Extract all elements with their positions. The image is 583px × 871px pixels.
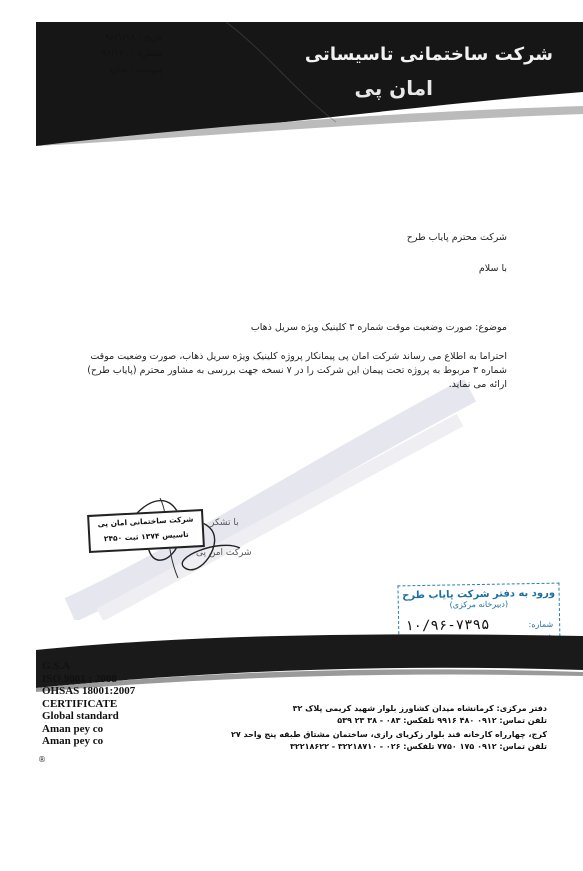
stamp-line: تاسیس ۱۳۷۴ ثبت ۲۴۵۰	[103, 529, 189, 544]
branch-phone: تلفن تماس: ۰۹۱۲ ۱۷۵ ۷۷۵۰ تلفکس: ۰۲۶ - ۳۲۲۱۸۷۱۰ - ۳۲۲۱۸۶۲۲	[289, 742, 547, 751]
closing-thanks: با تشکر	[210, 518, 239, 528]
letter-body	[67, 350, 507, 392]
letter-attachment: پیوست : ندارد	[108, 65, 162, 75]
letter-meta	[38, 30, 166, 82]
received-number-label: شماره:	[528, 619, 554, 630]
recipient: شرکت محترم پایاب طرح	[406, 232, 507, 243]
signature-company: شرکت امن پی	[196, 548, 252, 558]
received-number: ۱۰/۹۶-۷۳۹۵	[405, 616, 490, 635]
company-logo: امان پی	[354, 76, 433, 100]
cert-line: Global standard	[42, 710, 119, 722]
cert-line: Aman pey co	[42, 735, 104, 747]
cert-line: Aman pey co	[42, 722, 104, 735]
cert-line: OHSAS 18001:2007	[42, 685, 136, 697]
letter-subject: موضوع: صورت وضعیت موقت شماره ۳ کلینیک ویژه سریل ذهاب	[250, 322, 507, 333]
body-line: ارائه می نماید.	[448, 379, 507, 390]
received-stamp-subtitle: (دبیرخانه مرکزی)	[449, 599, 509, 610]
cert-line: ISO 9001 : 2008	[42, 672, 117, 685]
stamp-line: شرکت ساختمانی امان پی	[97, 514, 194, 529]
registered-mark-icon: ®	[38, 755, 46, 764]
greeting: با سلام	[478, 263, 507, 274]
cert-line: G.S.A	[42, 660, 71, 672]
company-stamp	[87, 509, 205, 553]
company-name: شرکت ساختمانی تاسیساتی	[304, 44, 553, 65]
branch-address: کرج، چهارراه کارخانه قند بلوار زکریای رازی، ساختمان مشتاق طبقه پنج واحد ۲۷	[230, 730, 547, 739]
received-stamp-title: ورود به دفتر شرکت پایاب طرح	[402, 587, 556, 602]
certification-list	[42, 660, 135, 748]
letter-date: تاریخ : ۹۶/۱/۱۸	[105, 33, 162, 43]
office-address: دفتر مرکزی: کرمانشاه میدان کشاورز بلوار شهید کریمی پلاک ۳۲	[292, 704, 547, 713]
cert-line: CERTIFICATE	[42, 697, 118, 710]
letter-number: شماره : ۹۶/۱۲۰	[101, 49, 162, 59]
body-line: شماره ۳ مربوط به پروژه تحت پیمان این شرکت را در ۷ نسخه جهت بررسی به مشاور محترم (پایاب طرح)	[87, 365, 507, 376]
body-line: احتراما به اطلاع می رساند شرکت امان پی پیمانکار پروژه کلینیک ویژه سریل ذهاب، صورت وضعیت موقت	[90, 351, 507, 362]
office-phone: تلفن تماس: ۰۹۱۲ ۴۸۰ ۹۹۱۶ تلفکس: ۰۸۳ - ۳۸ ۲۳ ۵۳۹	[337, 716, 547, 725]
